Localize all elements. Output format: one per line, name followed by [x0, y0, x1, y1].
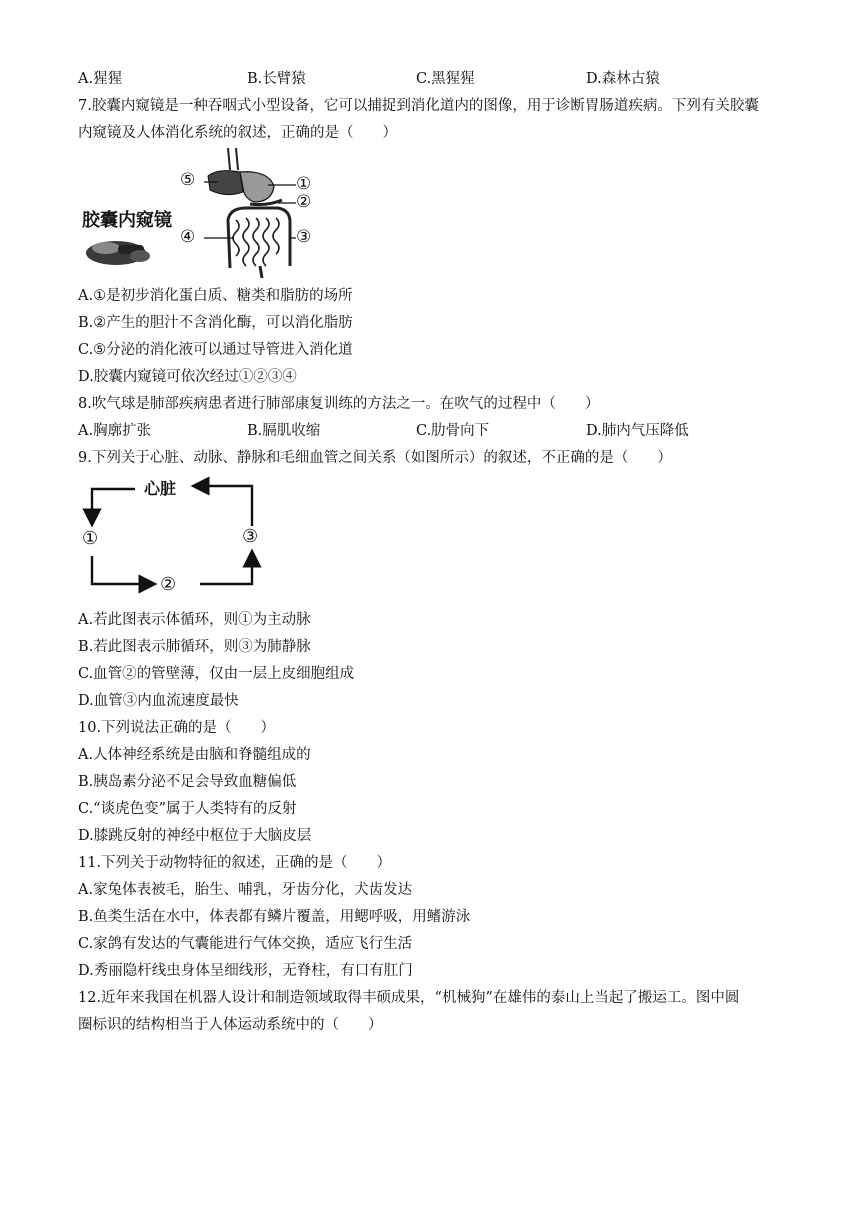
q8-option-c: C.肋骨向下 — [416, 423, 490, 439]
q9-stem: 9.下列关于心脏、动脉、静脉和毛细血管之间关系（如图所示）的叙述，不正确的是（ ） — [78, 450, 672, 466]
q7-stem-line2: 内窥镜及人体消化系统的叙述，正确的是（ ） — [78, 125, 397, 141]
q10-stem: 10.下列说法正确的是（ ） — [78, 720, 276, 736]
q8-options — [78, 421, 778, 441]
q6-option-d: D.森林古猿 — [586, 71, 660, 87]
q9-option-c: C.血管②的管壁薄，仅由一层上皮细胞组成 — [78, 666, 355, 682]
q11-option-c: C.家鸽有发达的气囊能进行气体交换，适应飞行生活 — [78, 936, 413, 952]
q9-option-d: D.血管③内血流速度最快 — [78, 693, 239, 709]
q8-option-d: D.肺内气压降低 — [586, 423, 689, 439]
capsule-endoscope-image — [86, 241, 150, 265]
q7-option-c: C.⑤分泌的消化液可以通过导管进入消化道 — [78, 342, 353, 358]
vessel-label-1: ① — [82, 528, 99, 549]
q8-option-b: B.膈肌收缩 — [247, 423, 321, 439]
q10-option-b: B.胰岛素分泌不足会导致血糖偏低 — [78, 774, 297, 790]
q6-option-c: C.黑猩猩 — [416, 71, 475, 87]
digestive-system-figure — [78, 148, 324, 280]
q10-option-c: C.“谈虎色变”属于人类特有的反射 — [78, 801, 297, 817]
q9-option-a: A.若此图表示体循环，则①为主动脉 — [78, 612, 311, 628]
figure-label-3: ③ — [296, 227, 312, 247]
q7-option-a: A.①是初步消化蛋白质、糖类和脂肪的场所 — [78, 288, 353, 304]
heart-label: 心脏 — [144, 479, 177, 498]
q6-option-a: A.猩猩 — [78, 71, 123, 87]
q11-option-a: A.家兔体表被毛，胎生、哺乳，牙齿分化，犬齿发达 — [78, 882, 413, 898]
vessel-label-3: ③ — [242, 526, 259, 547]
q6-options — [78, 69, 778, 89]
q6-option-b: B.长臂猿 — [247, 71, 306, 87]
q11-stem: 11.下列关于动物特征的叙述，正确的是（ ） — [78, 855, 392, 871]
q7-option-b: B.②产生的胆汁不含消化酶，可以消化脂肪 — [78, 315, 353, 331]
q11-option-d: D.秀丽隐杆线虫身体呈细线形，无脊柱，有口有肛门 — [78, 963, 413, 979]
q12-stem-line1: 12.近年来我国在机器人设计和制造领域取得丰硕成果，“机械狗”在雄伟的泰山上当起了搬运工。图中圆 — [78, 990, 740, 1006]
figure-label-5: ⑤ — [180, 170, 196, 190]
figure-label-4: ④ — [180, 227, 196, 247]
q10-option-a: A.人体神经系统是由脑和脊髓组成的 — [78, 747, 311, 763]
q8-option-a: A.胸廓扩张 — [78, 423, 152, 439]
q7-option-d: D.胶囊内窥镜可依次经过①②③④ — [78, 369, 297, 385]
q9-option-b: B.若此图表示肺循环，则③为肺静脉 — [78, 639, 311, 655]
capsule-endoscope-caption: 胶囊内窥镜 — [82, 210, 172, 231]
q11-option-b: B.鱼类生活在水中，体表都有鳞片覆盖，用鳃呼吸，用鳍游泳 — [78, 909, 471, 925]
q8-stem: 8.吹气球是肺部疾病患者进行肺部康复训练的方法之一。在吹气的过程中（ ） — [78, 396, 600, 412]
vessel-label-2: ② — [160, 574, 177, 595]
figure-label-2: ② — [296, 192, 312, 212]
q10-option-d: D.膝跳反射的神经中枢位于大脑皮层 — [78, 828, 312, 844]
q12-stem-line2: 圈标识的结构相当于人体运动系统中的（ ） — [78, 1017, 383, 1033]
figure-label-1: ① — [296, 174, 312, 194]
circulation-figure — [80, 474, 270, 602]
q7-stem-line1: 7.胶囊内窥镜是一种吞咽式小型设备，它可以捕捉到消化道内的图像，用于诊断胃肠道疾病。下列有关胶囊 — [78, 98, 759, 114]
